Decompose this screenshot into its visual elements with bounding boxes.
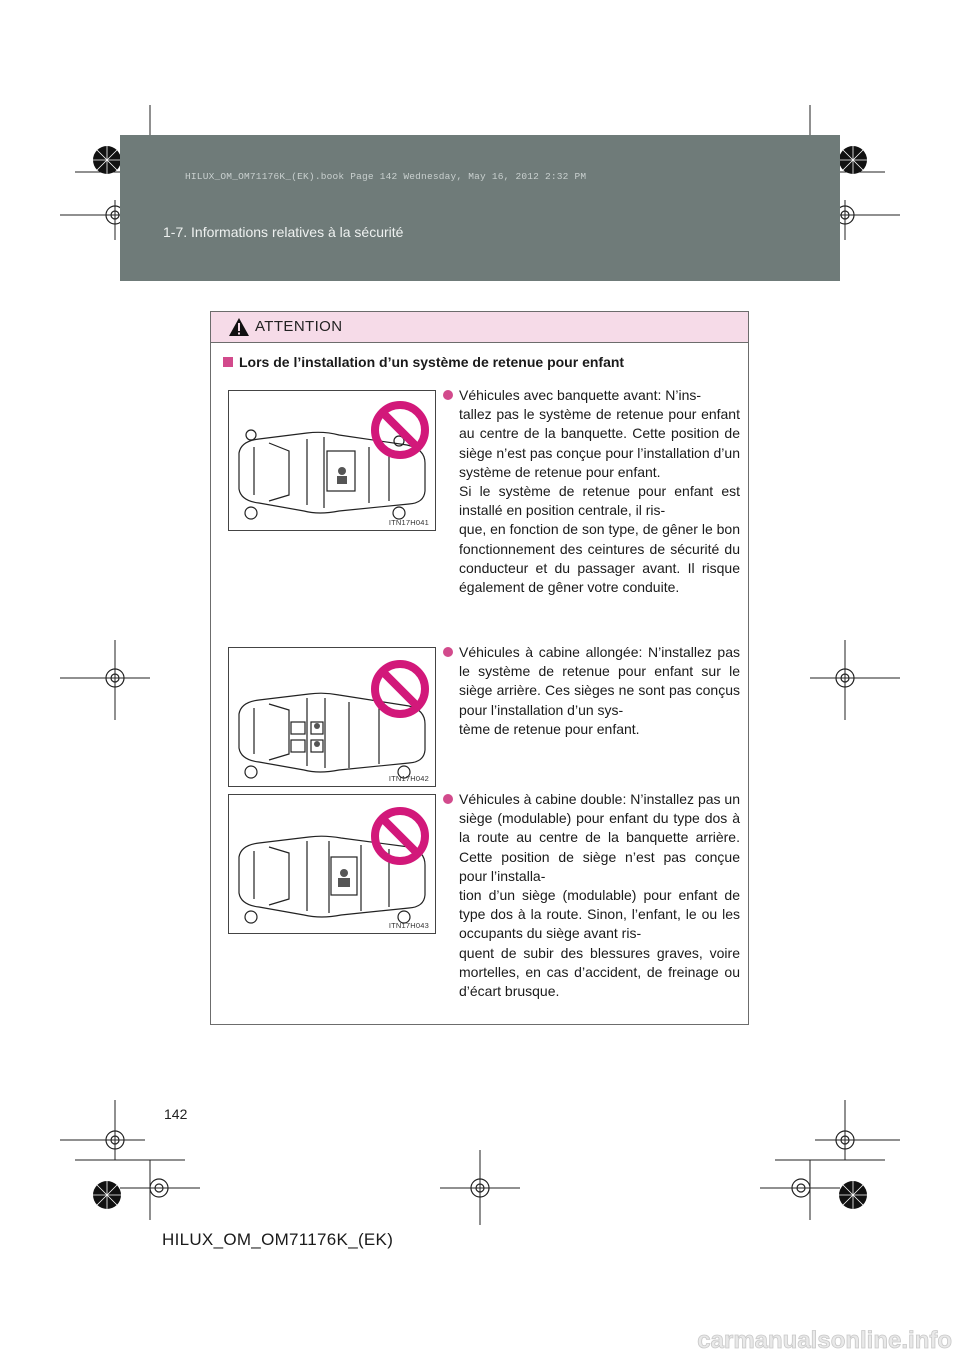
round-bullet-icon: [443, 390, 453, 400]
figure-code: ITN17H041: [388, 518, 429, 527]
figure-code: ITN17H042: [388, 774, 429, 783]
figure-code: ITN17H043: [388, 921, 429, 930]
attention-subheading: [223, 354, 624, 370]
prohibited-icon: [369, 658, 431, 720]
list-item-front-bench: [443, 386, 740, 597]
item-text: Véhicules à cabine double: N’installez pas un siège (modulable) pour enfant du type dos à la route au centre de la banquette arrière. Cette position de siège n’est pas conçue pour l’installa- tion d’un siège (modulable) pour enfant de type dos à la route. Sinon, l’enfant, le ou les occupants du siège avant ris- quent de subir des blessures graves, voire mortelles, en cas d’accident, de freinage ou d’écart brusque.: [459, 791, 740, 1000]
list-item-double-cab: [443, 790, 740, 1001]
figure-double-cab: [228, 794, 436, 934]
attention-header: [211, 312, 748, 343]
watermark-text: carmanualsonline.info: [697, 1327, 952, 1354]
section-title: 1-7. Informations relatives à la sécurité: [163, 224, 404, 240]
list-item-extended-cab: [443, 643, 740, 739]
subheading-text: Lors de l’installation d’un système de retenue pour enfant: [239, 354, 625, 370]
square-bullet-icon: [223, 357, 233, 367]
prohibited-icon: [369, 805, 431, 867]
attention-box: [210, 311, 749, 1025]
round-bullet-icon: [443, 794, 453, 804]
figure-extended-cab: [228, 647, 436, 787]
figure-front-bench: [228, 390, 436, 531]
watermark: [660, 1318, 960, 1358]
prohibited-icon: [369, 399, 431, 461]
item-text: Véhicules à cabine allongée: N’installez pas le système de retenue pour enfant sur le siège arrière. Ces sièges ne sont pas conçus pour l’installation d’un sys- tème de retenue pour enfant.: [459, 644, 740, 737]
round-bullet-icon: [443, 647, 453, 657]
item-text: Véhicules avec banquette avant: N’ins- tallez pas le système de retenue pour enfant au centre de la banquette. Cette position de siège n’est pas conçue pour l’installation d’un système de retenue pour enfant. Si le système de retenue pour enfant est installé en position centrale, il ris- que, en fonction de son type, de gêner le bon fonctionnement des ceintures de sécurité du conducteur et du passager avant. Il risque également de gêner votre conduite.: [459, 387, 740, 596]
header-band: [120, 135, 840, 281]
file-stamp: HILUX_OM_OM71176K_(EK).book Page 142 Wednesday, May 16, 2012 2:32 PM: [185, 171, 587, 182]
document-id: HILUX_OM_OM71176K_(EK): [162, 1230, 394, 1249]
warning-icon: [228, 317, 250, 337]
page-number: 142: [164, 1106, 188, 1122]
attention-title: ATTENTION: [255, 318, 343, 335]
